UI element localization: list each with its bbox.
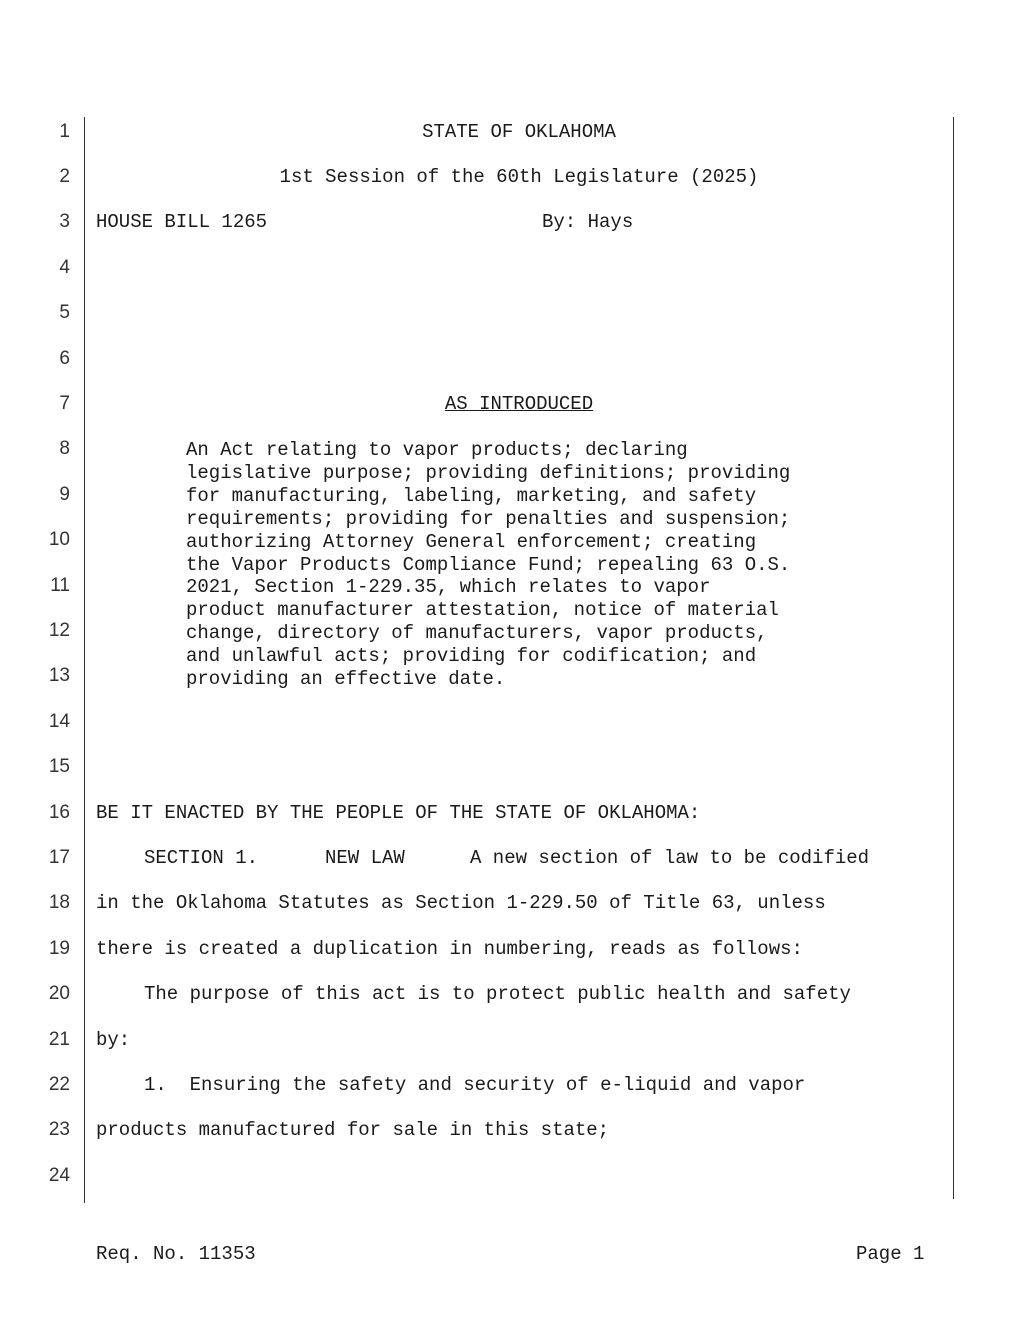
line-number: 23 [48, 1119, 70, 1140]
bill-title-abstract [186, 439, 846, 691]
section-text-line: The purpose of this act is to protect public health and safety [144, 983, 851, 1005]
bill-number: HOUSE BILL 1265 [96, 211, 268, 233]
line-number: 19 [48, 938, 70, 959]
abstract-line: the Vapor Products Compliance Fund; repealing 63 O.S. [186, 553, 791, 576]
line-number: 2 [59, 166, 70, 187]
line-number: 10 [48, 529, 70, 550]
line-number: 15 [48, 756, 70, 777]
request-number: Req. No. 11353 [96, 1243, 256, 1265]
line-number: 20 [48, 983, 70, 1004]
page-number: Page 1 [856, 1243, 925, 1265]
abstract-line: authorizing Attorney General enforcement; creating [186, 530, 757, 553]
abstract-line: requirements; providing for penalties and suspension; [186, 507, 791, 530]
line-number: 14 [48, 711, 70, 732]
line-number: 8 [59, 438, 70, 459]
section-text-line: in the Oklahoma Statutes as Section 1-229.50 of Title 63, unless [96, 892, 826, 914]
line-number: 3 [59, 211, 70, 232]
line-number: 24 [48, 1165, 70, 1186]
abstract-line: 2021, Section 1-229.35, which relates to vapor [186, 576, 711, 599]
line-number: 17 [48, 847, 70, 868]
bill-status: AS INTRODUCED [444, 393, 594, 415]
right-margin-rule [953, 117, 954, 1199]
line-number: 1 [59, 121, 70, 142]
line-number: 13 [48, 665, 70, 686]
line-number: 18 [48, 892, 70, 913]
line-number: 5 [59, 302, 70, 323]
line-number: 6 [59, 348, 70, 369]
abstract-line: An Act relating to vapor products; declaring [186, 439, 688, 461]
abstract-line: product manufacturer attestation, notice of material [186, 599, 779, 622]
abstract-line: legislative purpose; providing definitions; providing [186, 461, 791, 484]
line-number: 7 [59, 393, 70, 414]
section-text-line: 1. Ensuring the safety and security of e-liquid and vapor [144, 1074, 806, 1096]
section-text-line: there is created a duplication in numbering, reads as follows: [96, 938, 803, 960]
section-text-line: by: [96, 1029, 131, 1051]
abstract-line: change, directory of manufacturers, vapor products, [186, 622, 768, 645]
abstract-line: and unlawful acts; providing for codification; and [186, 645, 757, 668]
section-text-line: A new section of law to be codified [470, 847, 870, 869]
bill-author: By: Hays [542, 211, 634, 233]
line-number: 11 [50, 575, 70, 596]
left-margin-rule [84, 117, 85, 1203]
line-number: 4 [59, 257, 70, 278]
abstract-line: providing an effective date. [186, 668, 506, 691]
line-number: 12 [48, 620, 70, 641]
new-law-label: NEW LAW [325, 847, 405, 869]
session-heading: 1st Session of the 60th Legislature (2025) [279, 166, 759, 188]
enacting-clause: BE IT ENACTED BY THE PEOPLE OF THE STATE OF OKLAHOMA: [96, 802, 701, 824]
line-number: 22 [48, 1074, 70, 1095]
abstract-line: for manufacturing, labeling, marketing, and safety [186, 484, 757, 507]
line-number: 9 [59, 484, 70, 505]
line-number: 16 [48, 802, 70, 823]
section-text-line: products manufactured for sale in this state; [96, 1119, 610, 1141]
section-label: SECTION 1. [144, 847, 259, 869]
line-number: 21 [48, 1029, 70, 1050]
state-heading: STATE OF OKLAHOMA [422, 121, 616, 143]
